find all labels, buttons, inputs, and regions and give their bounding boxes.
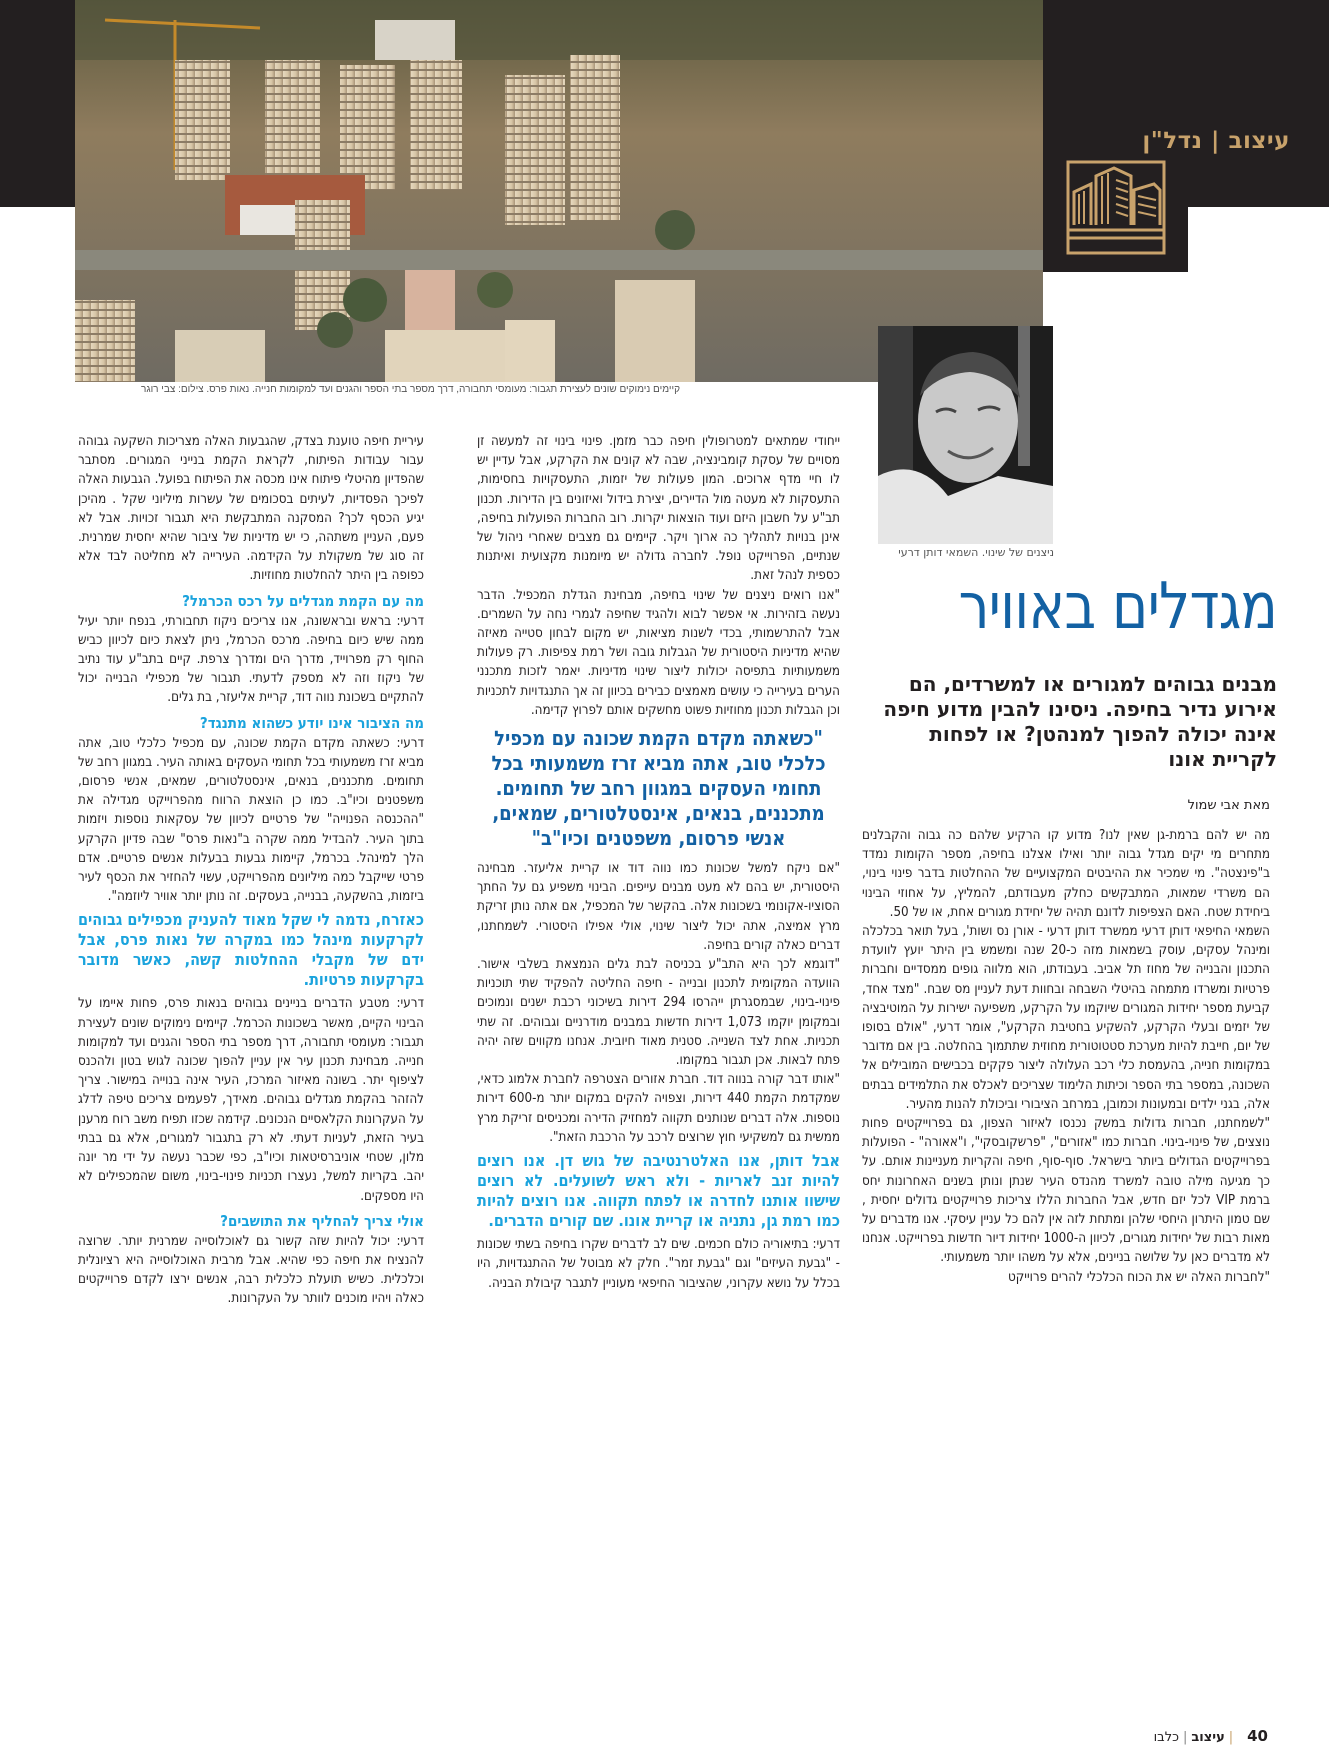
photo-caption: קיימים נימוקים שונים לעצירת תגבור: מעומסי תחבורה, דרך מספר בתי הספר והגנים ועד למקומות חנייה. נאות פרס. צילום: צבי רוגר [141, 384, 680, 395]
paragraph: "לשמחתנו, חברות גדולות במשק נכנסו לאיזור הצפון, גם בפרוייקטים פחות נוצצים, של פינוי-בינוי. חברות כמו "אזורים", "פרשקובסקי", ו"אאורה" - הפועלות בפרוייקטים הגדולים ביותר בישראל. סוף-סוף, חיפה והקריות מעניינות אותם. על כך מגיעה מילה טובה למשרד מהנדס העיר שנתן ונותן בשנים האחרונות יחס ברמת VIP לכל יזם חדש, אבל החברות הללו צריכות פרוייקטים גדולים יחסית , שם טמון היתרון היחסי שלהן ומתחת לזה אין להם כל עניין עיסקי. אנו מדברים על מאות רבות של יחידות מגורים, לכיוון ה-1000 יחידות דיור חדשות בפרוייקט. אנחנו לא מדברים כאן על שלושה בניינים, אלא על משהו יותר משמעותי. [862, 1116, 1270, 1266]
paragraph: עיריית חיפה טוענת בצדק, שהגבעות האלה מצריכות השקעה גבוהה עבור עבודות הפיתוח, לקראת הקמת בנייני המגורים. מסתבר שהפדיון מהיטלי פיתוח אינו מכסה את הפיתוח בפועל. הגבעות האלה לפיכך הפסדיות, לעיתים בסכומים של עשרות מיליוני שקל . מהיכן יגיע הכסף לכך? המסקנה המתבקשת היא תגבור זכויות. אבל לא פעם, העניין משתהה, כי יש מדיניות של ציבור שהיא יחסית שמרנית. זה סוג של משקולת על הקידמה. העירייה לא מחליטה לבד אלא כפופה בין היתר להחלטות מחוזיות. [78, 434, 424, 584]
article-headline: מגדלים באוויר [958, 570, 1277, 644]
interview-answer: דרעי: יכול להיות שזה קשור גם לאוכלוסייה שמרנית יותר. שרוצה להנציח את חיפה כפי שהיא. אבל מרבית האוכלוסייה היא רציונלית וכלכלית. כשיש תועלת כלכלית רבה, אנשים ירצו לקדם פרוייקטים כאלה ויהיו מוכנים לוותר על העקרונות. [78, 1233, 424, 1307]
interview-question: אולי צריך להחליף את התושבים? [220, 1211, 424, 1230]
paragraph: "לחברות האלה יש את הכוח הכלכלי להרים פרוייקט [1008, 1269, 1270, 1285]
paragraph: מה יש להם ברמת-גן שאין לנו? מדוע קו הרקיע שלהם כה גבוה והקבלנים מתחרים מי יקים מגדל גבוה יותר ואילו אצלנו בחיפה, מספר הקומות נמדד ב"פינצטה". מי שמכיר את ההיבטים המקצועיים של ההחלטות בדבר פינוי בינוי, הם משרדי שמאות, המתבקשים כחלק מעבודתם, להמליץ, על אחוזי הבינוי ביחידת שטח. האם הצפיפות לדונם תהיה של יחידת מגורים אחת, או של 50. [862, 828, 1270, 920]
portrait-caption: ניצנים של שינוי. השמאי דותן דרעי [898, 546, 1054, 559]
paragraph: השמאי החיפאי דותן דרעי ממשרד דותן דרעי - אורן נס ושות', בעל תואר בכלכלה ומינהל עסקים, עוסק בשמאות מזה כ-20 שנה ומשמש בין היתר יועץ לוועדת התכנון והבנייה של מחוז תל אביב. בעבודתו, הוא מלווה גופים ממסדיים וחברות פרטיות ומשרדו מתמחה בהיטלי השבחה ובחוות דעת לעניין מס שבח. "מצד אחד, קביעת מספר יחידות המגורים שיוקמו על הקרקע, משפיעה ישירות על המוטיבציה של יזמים ובעלי הקרקע, להשקיע בחטיבת הקרקע", אומר דרעי, "אולם בסופו של יום, חייבת להיות מערכת סטטוטורית מחוזית שתתמוך בהחלטה. בין אם מדובר במקומות חנייה, בהעמסת כלי רכב העלולה ליצור פקקים בכבישים המובילים אל השכונה, במספר בתי הספר וכיתות הלימוד שצריכים לאכלס את התלמידים בבתים אלה, בגני ילדים ובמעונות וכמובן, במרחב הציבורי וביכולת להנות מהעיר. [862, 924, 1270, 1112]
article-byline: מאת אבי שמול [1187, 798, 1270, 813]
article-subhead: מבנים גבוהים למגורים או למשרדים, הם אירוע נדיר בחיפה. ניסינו להבין מדוע חיפה אינה יכולה להפוך למנהטן? או לפחות לקריית אונו [883, 672, 1277, 771]
interview-answer: דרעי: כשאתה מקדם הקמת שכונה, עם מכפיל כלכלי טוב, אתה מביא זרז משמעותי בכל תחומי העסקים באותה העיר. במגוון רחב של תחומים. מתכננים, בנאים, אינסטלטורים, שמאים, אנשי פרסום, משפטנים וכיו"ב. כמו כן הוצאת הרווח מהפרוייקט מגדילה את "ההכנסה הפנוייה" של פרטיים לכיוון של עסקאות נוספות ויזמות בתוך העיר. להבדיל ממה שקרה ב"נאות פרס" שבה פדיון הקרקע הלך למינהל. בכרמל, קיימות גבעות בבעלות אנשים פרטיים. אדם פרטי שייקבל כמה מיליונים מהפרוייקט, עשוי להחזיר את הכסף לעיר ביזמות, בהשקעה, בבנייה, בעסקים. זה נותן יותר אוויר ליוזמה". [78, 735, 424, 905]
aerial-city-illustration [75, 0, 1043, 382]
footer-section: עיצוב [1191, 1730, 1225, 1745]
pull-quote: "כשאתה מקדם הקמת שכונה עם מכפיל כלכלי טוב, אתה מביא זרז משמעותי בכל תחומי העסקים במגוון רחב של תחומים. מתכננים, בנאים, אינסטלטורים, שמאים, אנשי פרסום, משפטנים וכיו"ב" [491, 726, 826, 851]
article-column-middle [477, 432, 840, 1293]
interview-question: אבל דותן, אנו האלטרנטיבה של גוש דן. אנו רוצים להיות זנב לאריות - ולא ראש לשועלים. לא רוצים שישוו אותנו לחדרה או לפתח תקווה. אנו רוצים להיות כמו רמת גן, נתניה או קריית אונו. שם קורים הדברים. [477, 1151, 840, 1231]
interview-answer: דרעי: בראש ובראשונה, אנו צריכים ניקוז תחבורתי, בנפח יותר יעיל ממה שיש כיום בחיפה. מרכס הכרמל, ניתן לצאת כיום לכיוון כביש החוף רק מפרוייד, מדרך הים ומדרך צרפת. קיים בתב"ע עוד נתיב של ניקוז וזה לא מספק לדעתי. תגבור של מכפילי הבנייה יכול להתקיים בשכונת נווה דוד, קריית אליעזר, בת גלים. [78, 613, 424, 706]
footer-divider: | [1182, 1730, 1188, 1745]
paragraph: "אותו דבר קורה בנווה דוד. חברת אזורים הצטרפה לחברת אלמוג כדאי, שמקדמת הקמת 440 דירות, וצפויה להקים במקום יותר מ-600 דירות נוספות. אלה דברים שנותנים תקווה למחזיק הדירה ומכניסים זריקת מרץ ממשית גם למשקיעי חוץ שרוצים לרכב על הרכבת הזאת". [477, 1072, 840, 1145]
interview-question: כאזרח, נדמה לי שקל מאוד להעניק מכפילים גבוהים לקרקעות מינהל כמו במקרה של נאות פרס, אבל ידם של מקבלי ההחלטות קשה, כאשר מדובר בקרקעות פרטיות. [78, 910, 424, 990]
portrait-photo [878, 326, 1053, 544]
article-column-left [78, 432, 424, 1309]
footer-divider: | [1228, 1730, 1234, 1745]
interview-question: מה הציבור אינו יודע כשהוא מתנגד? [199, 713, 424, 732]
page-number: 40 [1247, 1727, 1268, 1745]
buildings-icon [1066, 160, 1166, 255]
interview-answer: דרעי: מטבע הדברים בניינים גבוהים בנאות פרס, פחות איימו על הבינוי הקיים, מאשר בשכונות הכרמל. קיימים נימוקים שונים לעצירת תגבור: מעומסי תחבורה, דרך מספר בתי הספר והגנים ועד למקומות חנייה. מבחינת תכנון עיר אין עניין להפוך שכונה לגוש בטון ולהכנס לציפוף יתר. בשונה מאיזור המרכז, העיר אינה בנוייה במישור. צריך להזהר בהקמת מגדלים גבוהים. מאידך, לפעמים צריכים טיפה לדלג על העקרונות הקלאסיים הנכונים. קידמה שכזו תפיח משב רוח מרענן בעיר הזאת, לעניות דעתי. לא רק בתגבור למגורים, אלא גם בבתי מלון, שטחי אוניברסיטאות וכיו"ב, כפי שכבר נעשה על ידי מר יונה יהב. בקריות למשל, נעצרו תכניות פינוי-בינוי, משום שהמכפילים לא היו מספקים. [78, 996, 424, 1204]
interview-answer: דרעי: בתיאוריה כולם חכמים. שים לב לדברים שקרו בחיפה בשתי שכונות - "גבעת העיזים" וגם "גבעת זמר". חלק לא מבוטל של ההתנגדויות, היו בכלל על נושא עקרוני, שהציבור החיפאי מעוניין לתגבר קיבולת הבניה. [477, 1237, 840, 1291]
paragraph: "אנו רואים ניצנים של שינוי בחיפה, מבחינת הגדלת המכפיל. הדבר נעשה בזהירות. אי אפשר לבוא ולהגיד שחיפה לגמרי נחה על השמרים. אבל להתרשמותי, בכדי לשנות מציאות, יש מקום לבחון סטייה מאיזה שהיא מדיניות היסטורית של הגבלות גובה ושל רמת צפיפות. רק פעולות משמעותיות בתפיסה יכולות ליצור שינוי מדיניות. יאמר לזכות מתכנני הערים בעירייה כי עושים מאמצים כבירים בכיוון זה אך התנגדויות לתכניות וכן הגבלות תכנון מחוזיות פשוט מחשקים אותם לפרוץ קדימה. [477, 587, 840, 718]
interview-question: מה עם הקמת מגדלים על רכס הכרמל? [182, 591, 424, 610]
dark-band-right [1043, 0, 1329, 107]
footer-publication: כלבו [1153, 1730, 1179, 1745]
page-footer [1000, 1727, 1268, 1745]
paragraph: "דוגמא לכך היא התב"ע בכניסה לבת גלים הנמצאת בשלבי אישור. הוועדה המקומית לתכנון ובנייה - חיפה החליטה להפקיד שתי תוכניות פינוי-בינוי, שבמסגרתן ייהרסו 294 דירות בשיכוני רכבת ישנים ונמוכים ובמקומן יוקמו 1,073 דירות חדשות במבנים מודרניים וגבוהים. זה שתי תכניות. אחת לצד השנייה. סטנית מאוד חיובית. אנחנו מקווים שזה יהיה פתח לבאות. אכן תגבור במקומו. [477, 957, 840, 1069]
article-column-right [862, 826, 1270, 1287]
paragraph: "אם ניקח למשל שכונות כמו נווה דוד או קריית אליעזר. מבחינה היסטורית, יש בהם לא מעט מבנים עייפים. הבינוי משפיע גם על החתך הסוציו-אקונומי בשכונות אלה. בהקשר של המכפיל, אם אתה נותן זריקת מרץ אמיצה, אתה יכול ליצור שינוי, אולי אפילו היסטורי. לשמחתנו, דברים כאלה קורים בחיפה. [477, 861, 840, 953]
dark-band-left [0, 0, 75, 207]
paragraph: ייחודי שמתאים למטרופולין חיפה כבר מזמן. פינוי בינוי זה למעשה זן מסויים של עסקת קומבינציה, שבה לא קונים את הקרקע, אבל עדיין יש לו חיי מדף ארוכים. המון פעולות של יזמות, התעסקויות בחסימות, התעסקות לא מעטה מול הדיירים, יצירת בידול ואיזונים בין הדירות. תכנון תב"ע על חשבון היזם ועוד הוצאות יקרות. רוב החברות הפועלות בחיפה, אינן בנויות לתהליך כה ארוך ויקר. קיימים גם מצבים שאחרי ניהול של שנתיים, הפרוייקט נופל. לחברה גדולה יש מיומנות מקצועית ואיתנות כספית לנהל זאת. [477, 434, 840, 584]
section-label: עיצוב | נדל"ן [1142, 128, 1290, 154]
aerial-photo [75, 0, 1043, 382]
